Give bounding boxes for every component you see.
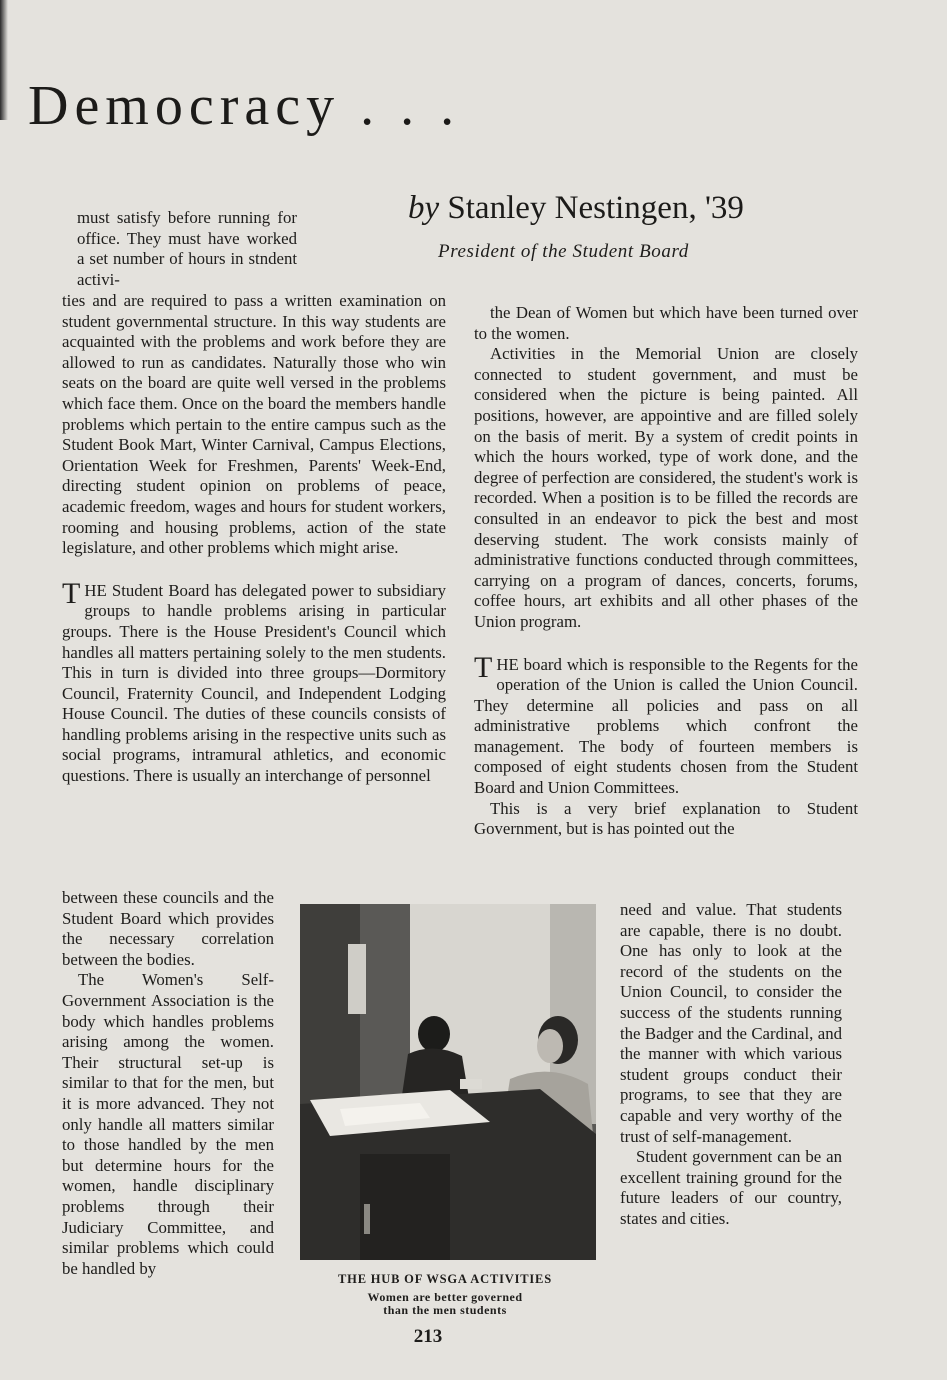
left-column-main bbox=[62, 291, 446, 787]
right-para4-wide: This is a very brief explanation to Student Government, but is has pointed out the bbox=[474, 798, 858, 839]
right-para5: Student government can be an excellent training ground for the future leaders of our country, states and cities. bbox=[620, 1147, 842, 1228]
right-para2: Activities in the Memorial Union are closely connected to student government, and must be considered when the picture is being painted. All positions, however, are appointive and are filled solely on the basis of merit. By a system of credit points in which the hours worked, type of work done, and the degree of perfection are considered, the student's work is recorded. When a position is to be filled the records are consulted in an endeavor to pick the best and most deserving student. The work consists mainly of administrative functions conducted through committees, carrying on a program of dances, concerts, forums, coffee hours, art exhibits and all other phases of the Union program. bbox=[474, 344, 858, 631]
byline bbox=[408, 190, 744, 227]
byline-author: Stanley Nestingen, '39 bbox=[447, 190, 744, 226]
left-para3: The Women's Self-Government Association is the body which handles problems arising among the women. Their structural set-up is similar to that for the men, but it is more advanced. They not only handle all matters similar to those handled by the men but determine hours for the women, handle disciplinary problems through their Judiciary Committee, and similar problems which could be handled by bbox=[62, 970, 274, 1278]
author-role: President of the Student Board bbox=[438, 241, 689, 262]
wsga-office-photo bbox=[300, 904, 596, 1260]
byline-prefix: by bbox=[408, 190, 440, 226]
left-column-top bbox=[77, 208, 297, 290]
right-column-bottom bbox=[620, 900, 842, 1230]
photo-caption-text bbox=[300, 1291, 590, 1317]
left-para2-narrow: between these councils and the Student Board which provides the necessary correlation between the bodies. bbox=[62, 888, 274, 969]
right-para1: the Dean of Women but which have been turned over to the women. bbox=[474, 303, 858, 343]
left-para1-wide: ties and are required to pass a written examination on student governmental structure. In this way students are acquainted with the problems and work before they are allowed to run as candidates. Naturally those who win seats on the board are quite well versed in the problems which face them. Once on the board the members handle problems which pertain to the entire campus such as the Student Book Mart, Winter Carnival, Campus Elections, Orientation Week for Freshmen, Parents' Week-End, directing student opinion on problems of peace, academic freedom, wages and hours for student workers, rooming and housing problems, action of the state legislature, and other problems which might arise. bbox=[62, 291, 446, 558]
right-para3 bbox=[474, 650, 858, 799]
left-para2-text: HE Student Board has delegated power to subsidiary groups to handle problems arising in particular groups. There is the House President's Council which handles all matters pertaining solely to the men students. This in turn is divided into three groups—Dormitory Council, Fraternity Council, and Independent Lodging House Council. The duties of these councils consists of handling problems arising in the respective units such as social programs, intramural athletics, and economic questions. There is usually an interchange of personnel bbox=[62, 580, 446, 786]
left-para2 bbox=[62, 576, 446, 787]
right-para3-text: HE board which is responsible to the Regents for the operation of the Union is called the Union Council. They determine all policies and pass on all administrative problems which confront the management. The body of fourteen members is composed of eight students chosen from the Student Board and Union Committees. bbox=[474, 654, 858, 798]
page-number: 213 bbox=[413, 1326, 443, 1347]
photo-illustration bbox=[300, 904, 596, 1260]
dropcap-t: T bbox=[62, 576, 81, 610]
photo-caption-title: THE HUB OF WSGA ACTIVITIES bbox=[338, 1272, 552, 1286]
article-title: Democracy . . . bbox=[28, 75, 461, 137]
left-para1-narrow: must satisfy before running for office. They must have worked a set number of hours in stndent activi- bbox=[77, 208, 297, 289]
page-edge bbox=[0, 0, 8, 120]
photo-caption-line1: Women are better governed bbox=[367, 1290, 523, 1304]
left-column-bottom bbox=[62, 888, 274, 1279]
photo-caption-line2: than the men students bbox=[383, 1303, 507, 1317]
dropcap-t-right: T bbox=[474, 650, 493, 684]
right-para4-narrow: need and value. That students are capable, there is no doubt. One has only to look at the record of the students on the Union Council, to consider the success of the students running the Badger and the Cardinal, and the manner with which various student groups conduct their programs, to see that they are capable and very worthy of the trust of self-management. bbox=[620, 900, 842, 1146]
right-column-main bbox=[474, 303, 858, 840]
